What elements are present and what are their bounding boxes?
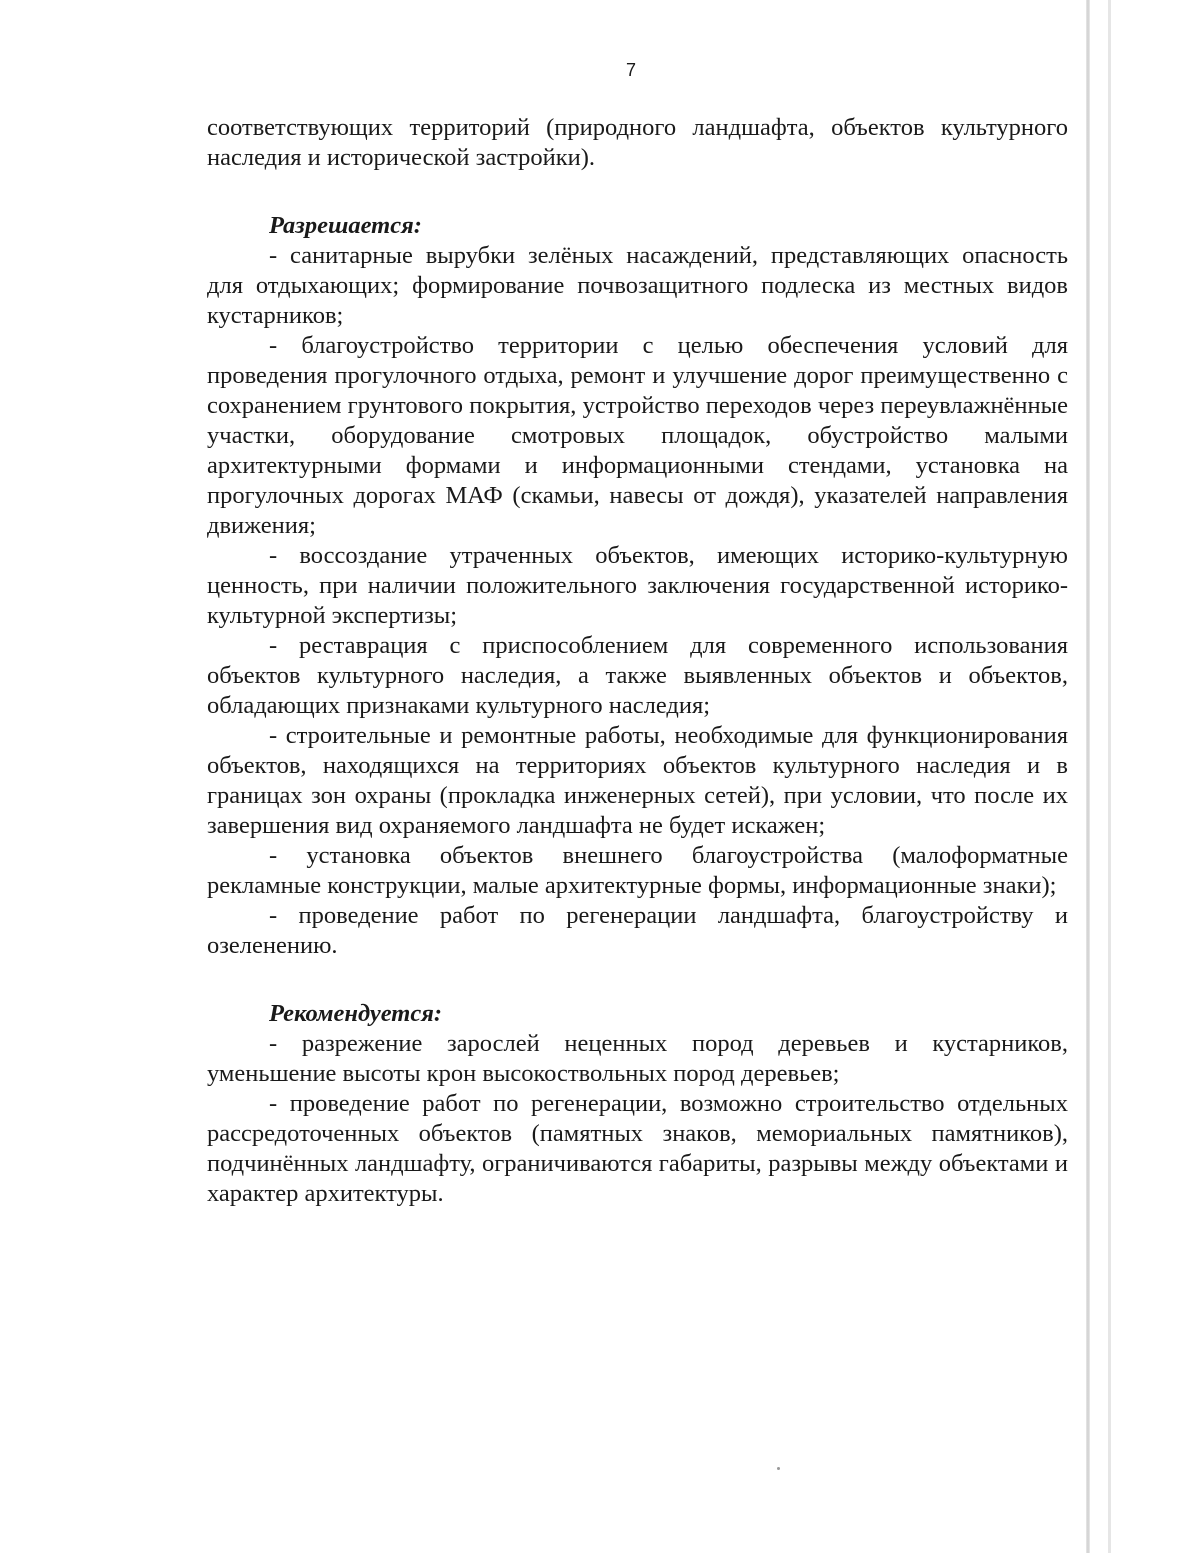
scan-speck (777, 1467, 780, 1470)
heading-recommended: Рекомендуется: (269, 1000, 442, 1027)
page-number: 7 (625, 60, 636, 80)
scan-edge-line (1108, 0, 1111, 1553)
recommended-item: - проведение работ по регенерации, возможно строительство отдельных рассредоточенных объектов (памятных знаков, мемориальных памятников), подчинённых ландшафту, ограничиваются габариты, разрывы между объектами и характер архитектуры. (207, 1090, 1068, 1207)
scan-edge-shadow (1086, 0, 1090, 1553)
allowed-item: - воссоздание утраченных объектов, имеющих историко-культурную ценность, при наличии положительного заключения государственной историко-культурной экспертизы; (207, 542, 1068, 629)
section-spacer (207, 961, 1068, 999)
recommended-item: - разрежение зарослей неценных пород деревьев и кустарников, уменьшение высоты крон высокоствольных пород деревьев; (207, 1030, 1068, 1087)
allowed-item: - строительные и ремонтные работы, необходимые для функционирования объектов, находящихся на территориях объектов культурного наследия и в границах зон охраны (прокладка инженерных сетей), при условии, что после их завершения вид охраняемого ландшафта не будет искажен; (207, 722, 1068, 839)
intro-paragraph: соответствующих территорий (природного ландшафта, объектов культурного наследия и исторической застройки). (207, 114, 1068, 171)
heading-allowed: Разрешается: (269, 212, 422, 239)
allowed-item: - установка объектов внешнего благоустройства (малоформатные рекламные конструкции, малые архитектурные формы, информационные знаки); (207, 842, 1068, 899)
allowed-item: - реставрация с приспособлением для современного использования объектов культурного наследия, а также выявленных объектов и объектов, обладающих признаками культурного наследия; (207, 632, 1068, 719)
allowed-item: - проведение работ по регенерации ландшафта, благоустройству и озеленению. (207, 902, 1068, 959)
allowed-item: - санитарные вырубки зелёных насаждений, представляющих опасность для отдыхающих; формирование почвозащитного подлеска из местных видов кустарников; (207, 242, 1068, 329)
section-spacer (207, 173, 1068, 211)
document-body (207, 113, 1068, 1209)
allowed-item: - благоустройство территории с целью обеспечения условий для проведения прогулочного отдыха, ремонт и улучшение дорог преимущественно с сохранением грунтового покрытия, устройство переходов через переувлажнённые участки, оборудование смотровых площадок, обустройство малыми архитектурными формами и информационными стендами, установка на прогулочных дорогах МАФ (скамьи, навесы от дождя), указателей направления движения; (207, 332, 1068, 539)
